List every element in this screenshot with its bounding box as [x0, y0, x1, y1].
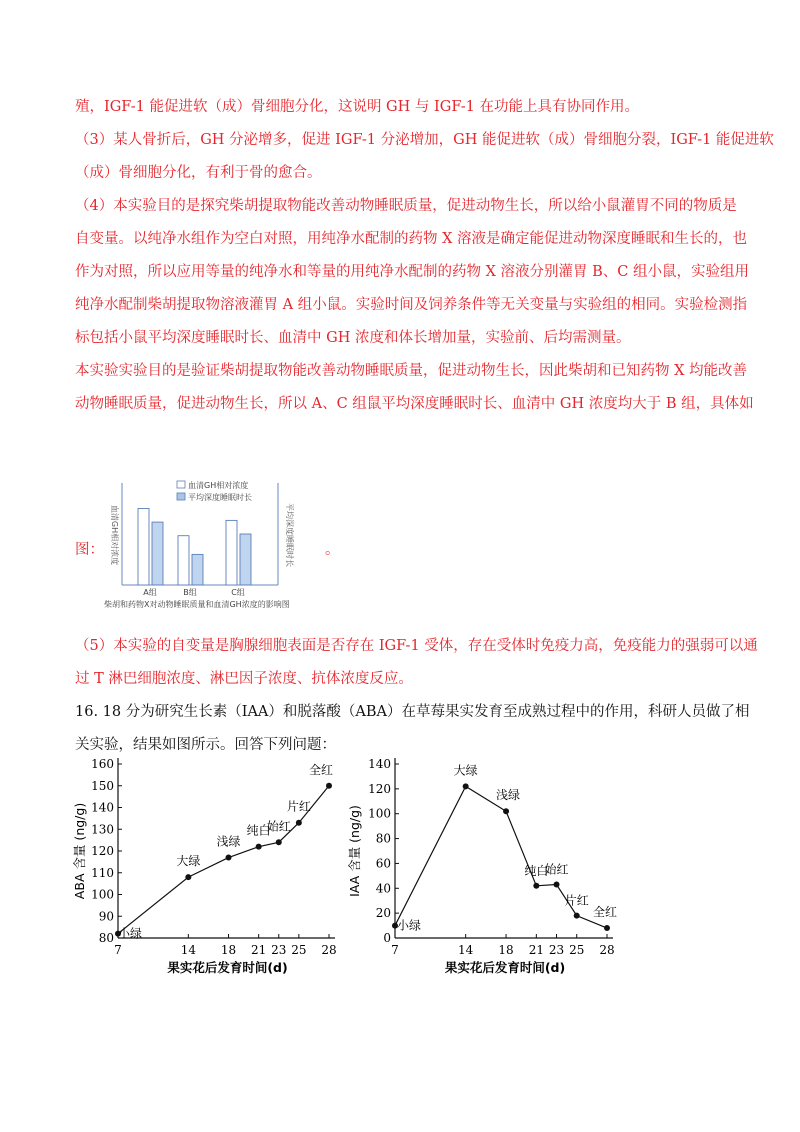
aba-point-2	[226, 855, 232, 861]
aba-point-label-5: 片红	[286, 799, 311, 814]
iaa-point-label-1: 大绿	[453, 763, 478, 778]
bar-gh-0	[138, 509, 149, 586]
iaa-ytick-label-6: 120	[368, 781, 391, 796]
aba-xtick-label-5: 25	[291, 943, 307, 957]
iaa-point-label-0: 小绿	[396, 918, 422, 933]
iaa-xtick-label-4: 23	[548, 943, 565, 957]
aba-ytick-label-6: 140	[91, 800, 114, 815]
bar-caption: 柴胡和药物X对动物睡眠质量和血清GH浓度的影响图	[104, 600, 290, 609]
aba-ylabel: ABA 含量 (ng/g)	[72, 802, 87, 900]
bar-legend-swatch-gh	[177, 481, 185, 488]
iaa-ytick-label-7: 140	[368, 757, 391, 771]
iaa-xtick-label-0: 7	[391, 943, 399, 957]
part5-line-2: 过 T 淋巴细胞浓度、淋巴因子浓度、抗体浓度反应。	[75, 671, 413, 687]
aba-xlabel: 果实花后发育时间(d)	[167, 960, 288, 975]
iaa-ytick-label-3: 60	[375, 856, 391, 871]
iaa-xlabel: 果实花后发育时间(d)	[444, 960, 566, 975]
aba-xtick-label-6: 28	[321, 943, 337, 957]
iaa-ytick-label-0: 0	[383, 931, 391, 945]
aba-ytick-label-5: 130	[91, 822, 114, 837]
bar-sleep-1	[192, 554, 203, 585]
iaa-point-4	[554, 882, 560, 888]
question-line-1: 16. 18 分为研究生长素（IAA）和脱落酸（ABA）在草莓果实发育至成熟过程中的作用，科研人员做了相	[75, 704, 750, 720]
bar-category-label-1: B组	[183, 588, 197, 597]
answer-line-10: 动物睡眠质量，促进动物生长，所以 A、C 组鼠平均深度睡眠时长、血清中 GH 浓度均大于 B 组，具体如	[75, 396, 754, 412]
aba-xtick-label-4: 23	[271, 943, 287, 957]
answer-line-4: （4）本实验目的是探究柴胡提取物能改善动物睡眠质量，促进动物生长，所以给小鼠灌胃不同的物质是	[75, 198, 737, 214]
bar-chart	[100, 475, 340, 615]
bar-legend-swatch-sleep	[177, 493, 185, 500]
aba-point-6	[326, 783, 332, 789]
iaa-xtick-label-5: 25	[569, 943, 585, 957]
aba-ytick-label-0: 80	[98, 931, 114, 945]
iaa-point-label-6: 全红	[592, 905, 618, 920]
aba-point-label-2: 浅绿	[216, 834, 241, 849]
iaa-xtick-label-3: 21	[528, 943, 544, 957]
aba-point-label-3: 纯白	[246, 823, 271, 838]
part5-line-1: （5）本实验的自变量是胸腺细胞表面是否存在 IGF-1 受体，存在受体时免疫力高，免疫能力的强弱可以通	[75, 638, 758, 654]
answer-line-2: （3）某人骨折后，GH 分泌增多，促进 IGF-1 分泌增加，GH 能促进软（成）骨细胞分裂，IGF-1 能促进软	[75, 132, 774, 148]
iaa-ylabel: IAA 含量 (ng/g)	[347, 805, 362, 897]
aba-xtick-label-1: 14	[180, 943, 196, 957]
iaa-ytick-label-1: 20	[375, 906, 391, 921]
bar-ylabel-right: 平均深度睡眠时长	[285, 503, 294, 567]
bar-category-label-2: C组	[231, 588, 245, 597]
bar-sleep-0	[152, 522, 163, 585]
figure-suffix: 。	[325, 542, 340, 558]
aba-xtick-label-3: 21	[251, 943, 267, 957]
iaa-point-label-5: 片红	[564, 893, 589, 908]
iaa-ytick-label-5: 100	[368, 806, 391, 821]
aba-point-5	[296, 820, 302, 826]
aba-ytick-label-2: 100	[91, 887, 114, 902]
iaa-point-label-2: 浅绿	[496, 788, 521, 803]
iaa-xtick-label-6: 28	[599, 943, 615, 957]
aba-point-3	[256, 844, 262, 850]
aba-ytick-label-7: 150	[91, 778, 114, 793]
aba-chart	[70, 752, 350, 992]
aba-xtick-label-2: 18	[220, 943, 237, 957]
bar-category-label-0: A组	[143, 588, 157, 597]
aba-ytick-label-1: 90	[98, 909, 114, 924]
iaa-xtick-label-2: 18	[498, 943, 514, 957]
iaa-xtick-label-1: 14	[458, 943, 474, 957]
iaa-point-label-4: 始红	[544, 862, 569, 877]
iaa-ytick-label-2: 40	[375, 881, 391, 896]
answer-line-3: （成）骨细胞分化，有利于骨的愈合。	[75, 165, 322, 181]
answer-line-9: 本实验实验目的是验证柴胡提取物能改善动物睡眠质量，促进动物生长，因此柴胡和已知药物 X 均能改善	[75, 363, 748, 379]
aba-point-1	[185, 874, 191, 880]
aba-xtick-label-0: 7	[114, 943, 122, 957]
bar-gh-2	[226, 520, 237, 585]
bar-gh-1	[178, 536, 189, 585]
answer-line-5: 自变量。以纯净水组作为空白对照，用纯净水配制的药物 X 溶液是确定能促进动物深度睡眠和生长的，也	[75, 231, 748, 247]
aba-point-4	[276, 839, 282, 845]
iaa-chart	[345, 752, 635, 992]
aba-point-label-1: 大绿	[176, 854, 201, 869]
answer-line-7: 纯净水配制柴胡提取物溶液灌胃 A 组小鼠。实验时间及饲养条件等无关变量与实验组的相同。实验检测指	[75, 297, 748, 313]
iaa-point-2	[503, 808, 509, 814]
iaa-point-1	[463, 783, 469, 789]
iaa-point-3	[533, 883, 539, 889]
bar-legend-label-sleep: 平均深度睡眠时长	[188, 493, 252, 502]
iaa-point-label-3: 纯白	[524, 863, 549, 878]
iaa-point-5	[574, 913, 580, 919]
aba-ytick-label-8: 160	[91, 757, 114, 771]
iaa-ytick-label-4: 80	[375, 831, 391, 846]
answer-line-8: 标包括小鼠平均深度睡眠时长、血清中 GH 浓度和体长增加量，实验前、后均需测量。	[75, 330, 631, 346]
iaa-point-6	[604, 925, 610, 931]
figure-prefix: 图：	[75, 542, 104, 558]
aba-point-label-0: 小绿	[117, 926, 143, 941]
answer-line-6: 作为对照，所以应用等量的纯净水和等量的用纯净水配制的药物 X 溶液分别灌胃 B、C 组小鼠，实验组用	[75, 264, 750, 280]
answer-line-1: 殖，IGF-1 能促进软（成）骨细胞分化，这说明 GH 与 IGF-1 在功能上具有协同作用。	[75, 99, 639, 115]
aba-ytick-label-4: 120	[91, 844, 114, 858]
bar-ylabel-left: 血清GH相对浓度	[110, 504, 119, 566]
bar-legend-label-gh: 血清GH相对浓度	[188, 481, 249, 490]
aba-point-label-4: 始红	[266, 819, 291, 834]
aba-point-label-6: 全红	[308, 762, 334, 777]
bar-sleep-2	[240, 534, 251, 585]
aba-ytick-label-3: 110	[91, 865, 114, 880]
question-line-2: 关实验，结果如图所示。回答下列问题：	[75, 737, 336, 753]
